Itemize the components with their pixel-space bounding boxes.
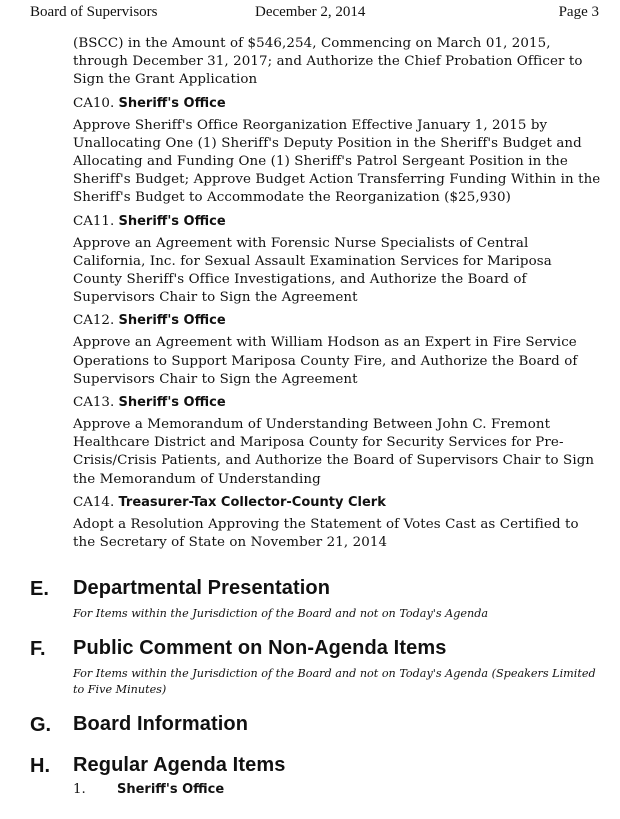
agenda-item-ca12 <box>73 312 605 389</box>
item-heading <box>73 312 605 330</box>
item-title: Treasurer-Tax Collector-County Clerk <box>118 494 386 510</box>
section-note: For Items within the Jurisdiction of the Board and not on Today's Agenda (Speakers Limited to Five Minutes) <box>73 667 596 696</box>
item-title: Sheriff's Office <box>117 782 225 797</box>
section-letter: F. <box>30 638 46 660</box>
agenda-item-ca10 <box>73 95 605 208</box>
item-number: CA12. <box>73 313 115 329</box>
section-heading: Regular Agenda Items <box>73 754 286 776</box>
item-heading <box>73 95 605 113</box>
section-heading: Departmental Presentation <box>73 577 331 599</box>
item-heading <box>73 494 605 512</box>
header-page-number: Page 3 <box>558 4 599 20</box>
header-board-name: Board of Supervisors <box>30 4 158 20</box>
page-header <box>0 4 620 22</box>
continuation-text: (BSCC) in the Amount of $546,254, Commencing on March 01, 2015, through December 31, 2017; and Authorize the Chief Probation Officer to Sign the Grant Application <box>73 36 583 88</box>
item-description: Approve an Agreement with William Hodson as an Expert in Fire Service Operations to Support Mariposa County Fire, and Authorize the Board of Supervisors Chair to Sign the Agreement <box>73 335 578 387</box>
consent-agenda-items <box>73 35 605 557</box>
item-title: Sheriff's Office <box>118 213 226 229</box>
item-title: Sheriff's Office <box>118 313 226 329</box>
item-number: CA11. <box>73 213 115 229</box>
agenda-item-ca14 <box>73 494 605 552</box>
section-letter: G. <box>30 714 52 736</box>
section-heading: Board Information <box>73 713 249 735</box>
item-description: Approve Sheriff's Office Reorganization Effective January 1, 2015 by Unallocating One (1) Sheriff's Deputy Position in the Sheriff's Budget and Allocating and Funding One (1) Sheriff's Patrol Sergeant Position in the Sheriff's Budget; Approve Budget Action Transferring Funding Within in the Sheriff's Budget to Accommodate the Reorganization ($25,930) <box>73 117 601 206</box>
section-letter: H. <box>30 755 50 777</box>
item-number: CA10. <box>73 95 115 111</box>
item-heading <box>73 213 605 231</box>
section-note: For Items within the Jurisdiction of the Board and not on Today's Agenda <box>73 607 489 620</box>
section-letter: E. <box>30 578 49 600</box>
item-title: Sheriff's Office <box>118 395 226 411</box>
item-description: Adopt a Resolution Approving the Statement of Votes Cast as Certified to the Secretary of State on November 21, 2014 <box>73 516 579 551</box>
item-number: 1. <box>73 782 86 797</box>
agenda-item-ca13 <box>73 394 605 489</box>
item-description: Approve an Agreement with Forensic Nurse Specialists of Central California, Inc. for Sexual Assault Examination Services for Mariposa County Sheriff's Office Investigations, and Authorize the Board of Supervisors Chair to Sign the Agreement <box>73 235 552 306</box>
item-number: CA14. <box>73 494 115 510</box>
item-description: Approve a Memorandum of Understanding Between John C. Fremont Healthcare District and Mariposa County for Security Services for Pre-Crisis/Crisis Patients, and Authorize the Board of Supervisors Chair to Sign the Memorandum of Understanding <box>73 417 595 487</box>
agenda-item-ca11 <box>73 213 605 308</box>
header-date: December 2, 2014 <box>255 4 366 20</box>
section-heading: Public Comment on Non-Agenda Items <box>73 637 447 659</box>
item-title: Sheriff's Office <box>118 95 226 111</box>
item-heading <box>73 394 605 412</box>
item-number: CA13. <box>73 395 115 411</box>
